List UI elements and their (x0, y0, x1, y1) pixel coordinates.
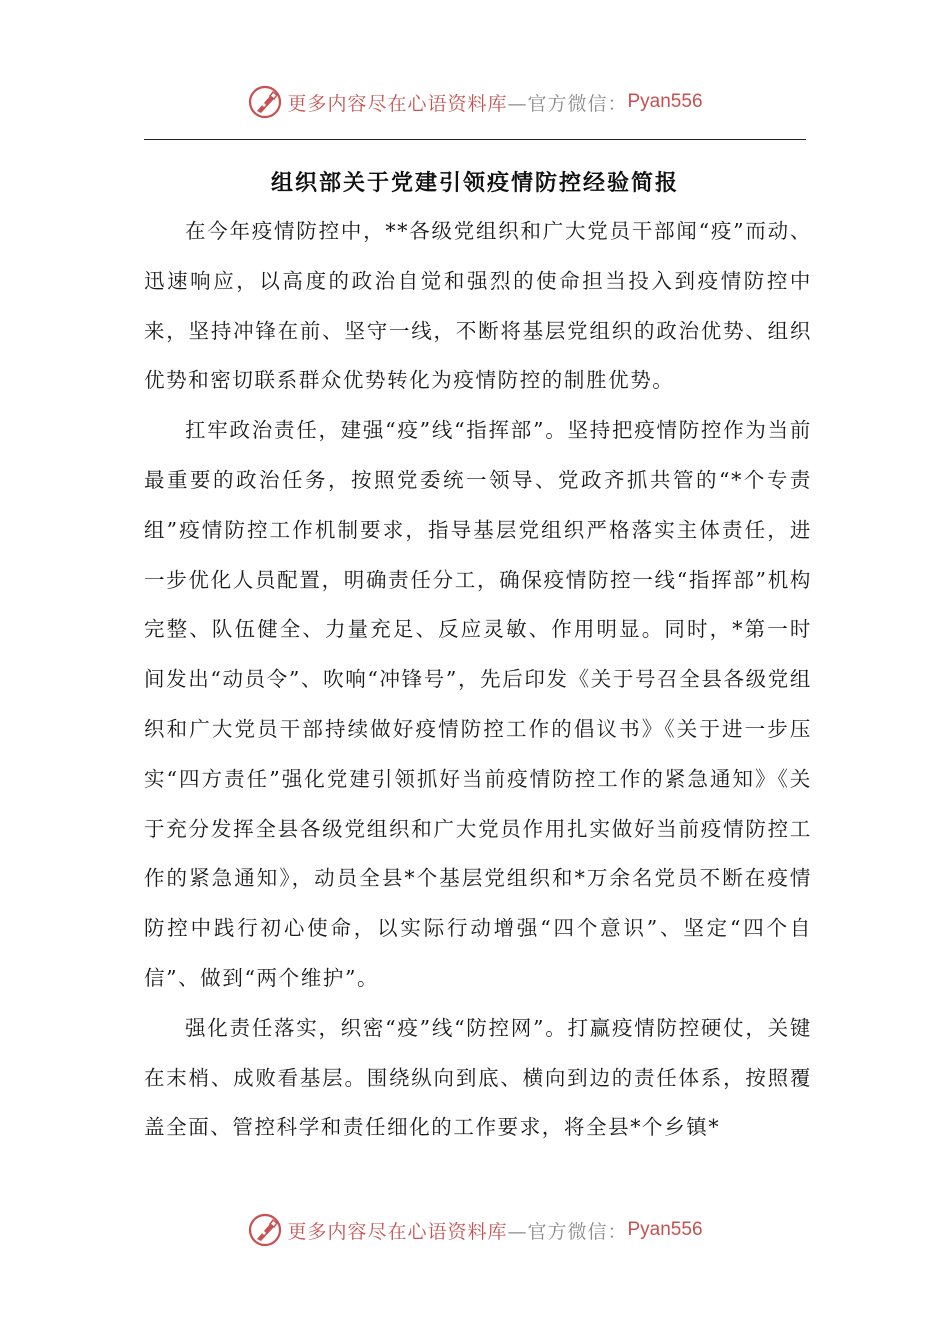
banner-main-text: 更多内容尽在心语资料库 (287, 92, 508, 115)
banner-sub-text: —官方微信： (507, 1220, 628, 1243)
pen-nib-icon (247, 1212, 283, 1248)
header-divider (144, 139, 806, 140)
banner-sub-text: —官方微信： (507, 92, 628, 115)
pen-nib-icon (247, 84, 283, 120)
paragraph-political-responsibility: 扛牢政治责任，建强“疫”线“指挥部”。坚持把疫情防控作为当前最重要的政治任务，按照党委统一领导、党政齐抓共管的“*个专责组”疫情防控工作机制要求，指导基层党组织严格落实主体责任，进一步优化人员配置，明确责任分工，确保疫情防控一线“指挥部”机构完整、队伍健全、力量充足、反应灵敏、作用明显。同时，*第一时间发出“动员令”、吹响“冲锋号”，先后印发《关于号召全县各级党组织和广大党员干部持续做好疫情防控工作的倡议书》《关于进一步压实“四方责任”强化党建引领抓好当前疫情防控工作的紧急通知》《关于充分发挥全县各级党组织和广大党员作用扎实做好当前疫情防控工作的紧急通知》，动员全县*个基层党组织和*万余名党员不断在疫情防控中践行初心使命，以实际行动增强“四个意识”、坚定“四个自信”、做到“两个维护”。 (144, 418, 812, 990)
document-title: 组织部关于党建引领疫情防控经验简报 (270, 171, 679, 196)
banner-wechat-id: Pyan556 (627, 1219, 703, 1240)
paragraph-intro: 在今年疫情防控中，**各级党组织和广大党员干部闻“疫”而动、迅速响应，以高度的政治自觉和强烈的使命担当投入到疫情防控中来，坚持冲锋在前、坚守一线，不断将基层党组织的政治优势、组织优势和密切联系群众优势转化为疫情防控的制胜优势。 (144, 219, 812, 393)
header-watermark-banner (0, 80, 950, 124)
paragraph-responsibility-implementation: 强化责任落实，织密“疫”线“防控网”。打赢疫情防控硬仗，关键在末梢、成败看基层。围绕纵向到底、横向到边的责任体系，按照覆盖全面、管控科学和责任细化的工作要求，将全县*个乡镇* (144, 1015, 812, 1140)
banner-wechat-id: Pyan556 (627, 91, 703, 112)
banner-main-text: 更多内容尽在心语资料库 (287, 1220, 508, 1243)
footer-watermark-banner (0, 1208, 950, 1252)
document-body (144, 207, 812, 1153)
